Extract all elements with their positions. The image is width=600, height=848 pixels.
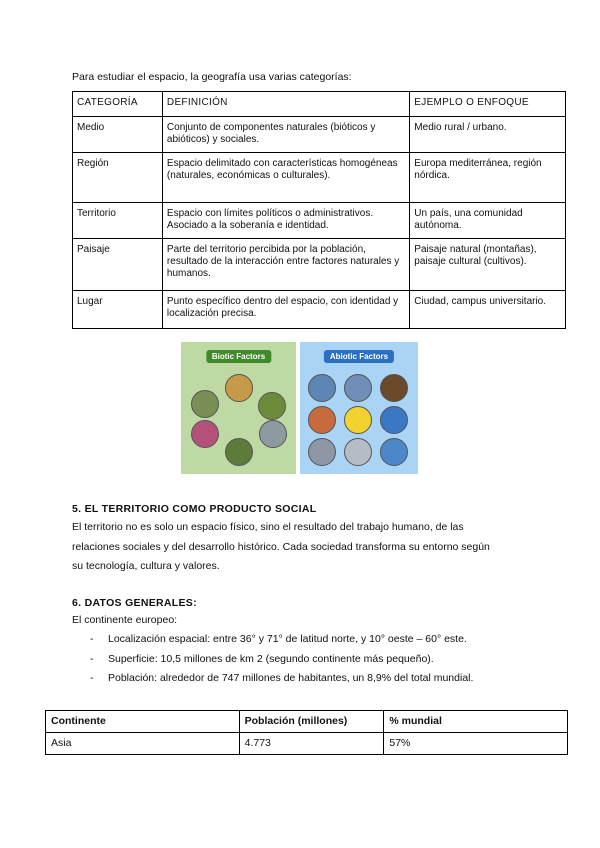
table-cell: Medio rural / urbano. (410, 117, 566, 153)
section-6-intro: El continente europeo: (72, 614, 178, 626)
header-definicion: DEFINICIÓN (162, 92, 409, 117)
section-6-title: 6. DATOS GENERALES: (72, 597, 197, 609)
abiotic-circle (344, 438, 372, 466)
header-ejemplo: EJEMPLO O ENFOQUE (410, 92, 566, 117)
biotic-circle (225, 438, 253, 466)
table-row (46, 733, 568, 755)
header-poblacion: Población (millones) (239, 711, 384, 733)
table-cell: Ciudad, campus universitario. (410, 291, 566, 329)
header-categoria: CATEGORÍA (73, 92, 163, 117)
population-table (45, 710, 568, 755)
table-cell: 57% (384, 733, 568, 755)
intro-text: Para estudiar el espacio, la geografía usa varias categorías: (72, 71, 352, 83)
table-cell: Territorio (73, 203, 163, 239)
table-row (73, 117, 566, 153)
table-cell: Espacio con límites políticos o administrativos. Asociado a la soberanía e identidad. (162, 203, 409, 239)
section-5-line: El territorio no es solo un espacio físico, sino el resultado del trabajo humano, de las (72, 521, 464, 533)
table-row (73, 203, 566, 239)
abiotic-circle (308, 406, 336, 434)
section-5-text (72, 518, 542, 577)
categories-table (72, 91, 566, 329)
header-continente: Continente (46, 711, 240, 733)
table-cell: Paisaje (73, 239, 163, 291)
table-cell: Parte del territorio percibida por la población, resultado de la interacción entre factores naturales y humanos. (162, 239, 409, 291)
table-row (73, 291, 566, 329)
biotic-circle (191, 420, 219, 448)
table-cell: Lugar (73, 291, 163, 329)
biotic-circle (258, 392, 286, 420)
table-header-row (73, 92, 566, 117)
table-cell: Punto específico dentro del espacio, con identidad y localización precisa. (162, 291, 409, 329)
section-5-line: su tecnología, cultura y valores. (72, 560, 220, 572)
abiotic-circle (380, 406, 408, 434)
biotic-factors-figure (181, 342, 296, 474)
table-cell: 4.773 (239, 733, 384, 755)
table-header-row (46, 711, 568, 733)
table-cell: Espacio delimitado con características homogéneas (naturales, económicas o culturales). (162, 153, 409, 203)
abiotic-factors-title: Abiotic Factors (324, 350, 394, 363)
abiotic-factors-figure (300, 342, 418, 474)
table-cell: Paisaje natural (montañas), paisaje cultural (cultivos). (410, 239, 566, 291)
abiotic-circle (308, 438, 336, 466)
table-cell: Conjunto de componentes naturales (bióticos y abióticos) y sociales. (162, 117, 409, 153)
biotic-circle (191, 390, 219, 418)
biotic-circle (259, 420, 287, 448)
biotic-factors-title: Biotic Factors (206, 350, 271, 363)
list-item: - Localización espacial: entre 36° y 71° de latitud norte, y 10° oeste – 60° este. (72, 630, 473, 650)
section-6-bullets (72, 630, 473, 689)
abiotic-circle (308, 374, 336, 402)
abiotic-circle (380, 438, 408, 466)
table-cell: Europa mediterránea, región nórdica. (410, 153, 566, 203)
table-cell: Medio (73, 117, 163, 153)
header-porcentaje: % mundial (384, 711, 568, 733)
section-5-line: relaciones sociales y del desarrollo histórico. Cada sociedad transforma su entorno según (72, 540, 490, 553)
table-cell: Región (73, 153, 163, 203)
biotic-circle (225, 374, 253, 402)
section-5-title: 5. EL TERRITORIO COMO PRODUCTO SOCIAL (72, 503, 317, 515)
table-row (73, 239, 566, 291)
abiotic-circle (380, 374, 408, 402)
list-item: - Superficie: 10,5 millones de km 2 (segundo continente más pequeño). (72, 650, 473, 670)
table-cell: Asia (46, 733, 240, 755)
abiotic-circle (344, 406, 372, 434)
table-cell: Un país, una comunidad autónoma. (410, 203, 566, 239)
list-item: - Población: alrededor de 747 millones de habitantes, un 8,9% del total mundial. (72, 669, 473, 689)
table-row (73, 153, 566, 203)
abiotic-circle (344, 374, 372, 402)
